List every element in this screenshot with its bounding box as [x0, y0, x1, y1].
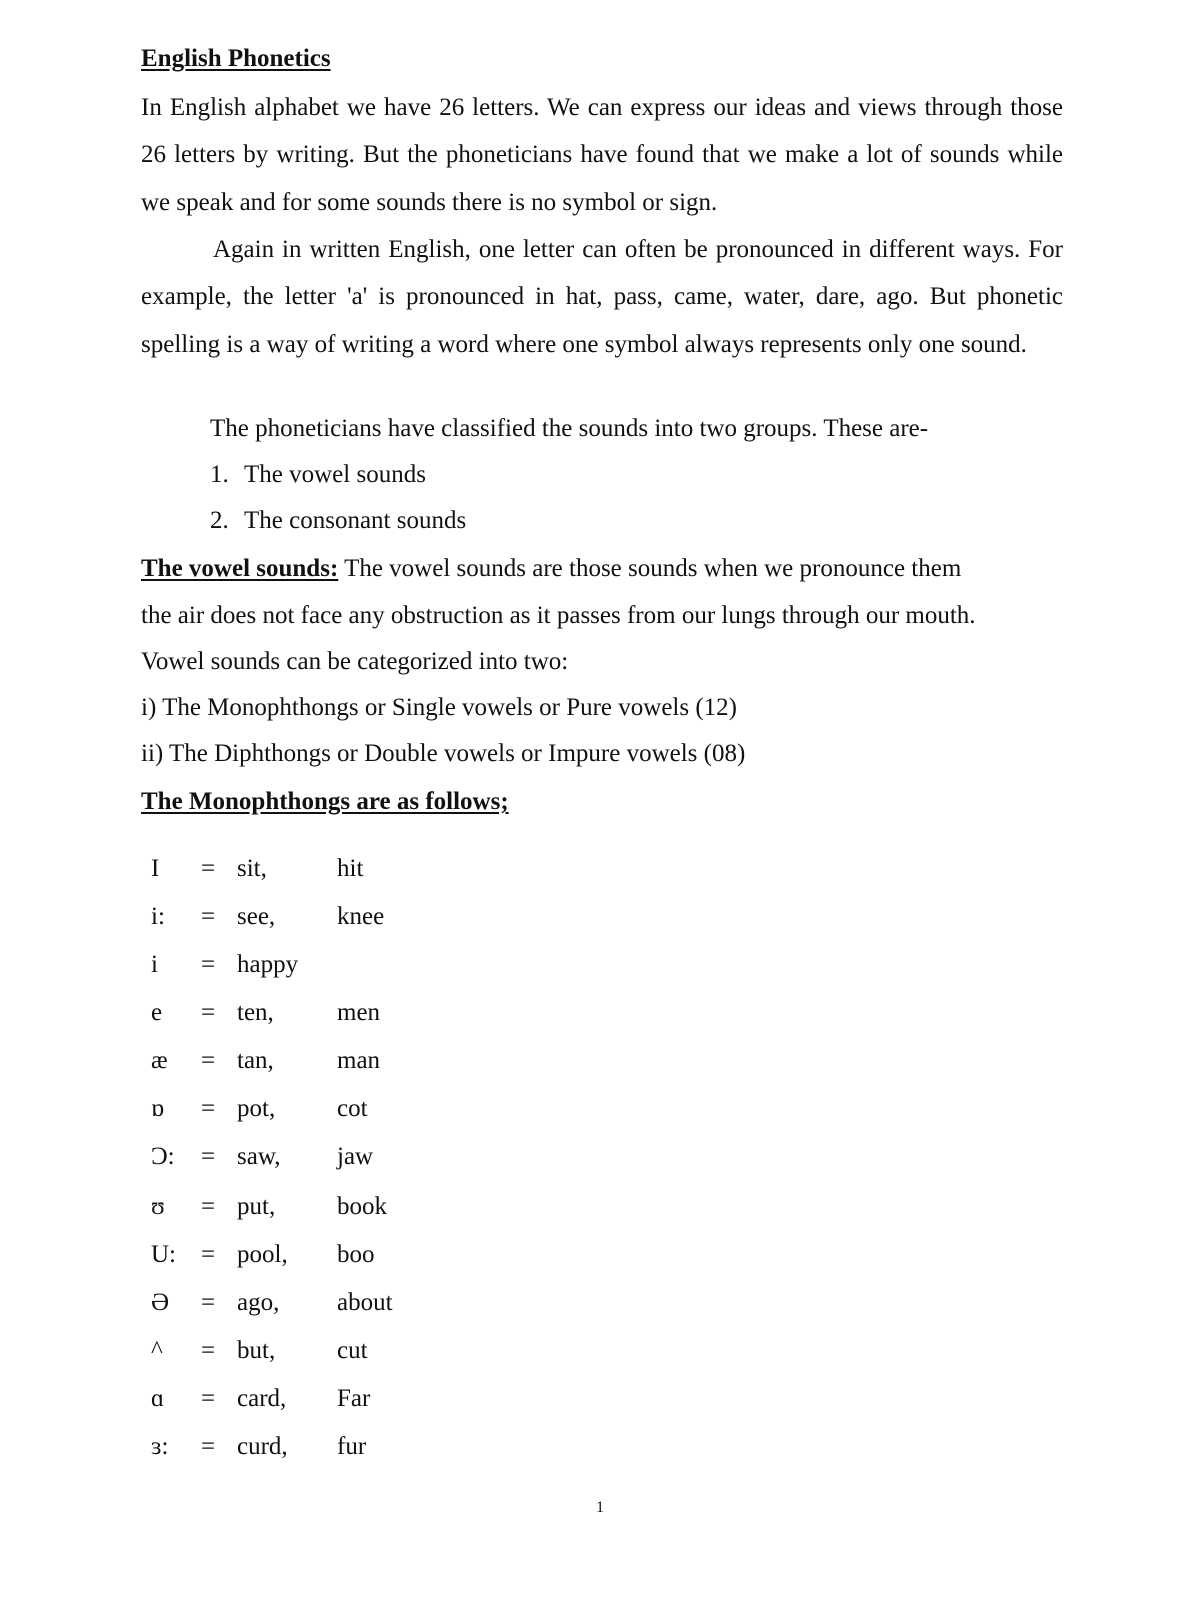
example-word: pot,: [237, 1095, 276, 1122]
list-item: [141, 852, 641, 900]
example-word: tan,: [237, 1047, 274, 1074]
vowel-definition-line-1: [141, 552, 961, 586]
equals-sign: =: [201, 855, 216, 882]
example-word: book: [337, 1193, 387, 1220]
list-item: [141, 1238, 641, 1286]
group-item-label: The consonant sounds: [244, 507, 467, 534]
phonetic-symbol: Ə: [151, 1289, 170, 1316]
phonetic-symbol: ^: [151, 1337, 163, 1364]
phonetic-symbol: æ: [151, 1047, 168, 1074]
monophthong-list: [141, 852, 641, 1478]
equals-sign: =: [201, 1193, 216, 1220]
equals-sign: =: [201, 1241, 216, 1268]
example-word: knee: [337, 903, 385, 930]
groups-intro: The phoneticians have classified the sounds into two groups. These are-: [210, 415, 929, 442]
equals-sign: =: [201, 1433, 216, 1460]
list-item: [141, 948, 641, 996]
example-word: but,: [237, 1337, 276, 1364]
example-word: put,: [237, 1193, 276, 1220]
group-item-number: 1.: [210, 461, 229, 488]
example-word: fur: [337, 1433, 367, 1460]
example-word: cot: [337, 1095, 368, 1122]
example-word: man: [337, 1047, 381, 1074]
list-item: [141, 1190, 641, 1238]
phonetic-symbol: I: [151, 855, 160, 882]
phonetic-symbol: U:: [151, 1241, 176, 1268]
example-word: ago,: [237, 1289, 280, 1316]
example-word: boo: [337, 1241, 375, 1268]
monophthongs-heading: The Monophthongs are as follows;: [141, 788, 509, 815]
list-item: [141, 1430, 641, 1478]
group-item-label: The vowel sounds: [244, 461, 426, 488]
group-item-consonant: [210, 504, 466, 538]
equals-sign: =: [201, 1289, 216, 1316]
phonetic-symbol: e: [151, 999, 163, 1026]
phonetic-symbol: i: [151, 951, 158, 978]
phonetic-symbol: ʊ: [151, 1193, 165, 1220]
example-word: happy: [237, 951, 299, 978]
example-word: ten,: [237, 999, 274, 1026]
category-diphthongs: ii) The Diphthongs or Double vowels or Impure vowels (08): [141, 740, 746, 767]
equals-sign: =: [201, 1143, 216, 1170]
example-word: pool,: [237, 1241, 288, 1268]
example-word: jaw: [337, 1143, 374, 1170]
page-title: English Phonetics: [141, 45, 331, 72]
list-item: [141, 1140, 641, 1190]
vowel-definition-text: The vowel sounds are those sounds when we pronounce them: [338, 555, 962, 582]
list-item: [141, 1044, 641, 1092]
group-item-vowel: [210, 458, 426, 492]
list-item: [141, 1286, 641, 1334]
example-word: see,: [237, 903, 276, 930]
example-word: hit: [337, 855, 364, 882]
equals-sign: =: [201, 951, 216, 978]
intro-paragraph: In English alphabet we have 26 letters. We can express our ideas and views through those 26 letters by writing. But the phoneticians have found that we make a lot of sounds while we speak and for some sounds there is no symbol or sign.: [141, 94, 1063, 216]
letter-sound-paragraph: Again in written English, one letter can often be pronounced in different ways. For example, the letter 'a' is pronounced in hat, pass, came, water, dare, ago. But phonetic spelling is a way of writing a word where one symbol always represents only one sound.: [141, 236, 1063, 358]
vowel-definition-line-2: the air does not face any obstruction as it passes from our lungs through our mouth.: [141, 602, 976, 629]
example-word: Far: [337, 1385, 371, 1412]
group-item-number: 2.: [210, 507, 229, 534]
list-item: [141, 996, 641, 1044]
category-monophthongs: i) The Monophthongs or Single vowels or Pure vowels (12): [141, 694, 738, 721]
equals-sign: =: [201, 1047, 216, 1074]
equals-sign: =: [201, 1337, 216, 1364]
example-word: sit,: [237, 855, 267, 882]
equals-sign: =: [201, 1385, 216, 1412]
list-item: [141, 1092, 641, 1140]
list-item: [141, 900, 641, 948]
vowel-definition-line-3: Vowel sounds can be categorized into two:: [141, 648, 569, 675]
phonetic-symbol: Ɔ:: [151, 1143, 175, 1170]
vowel-sounds-heading: The vowel sounds:: [141, 555, 339, 582]
example-word: cut: [337, 1337, 368, 1364]
phonetic-symbol: ɑ: [151, 1385, 165, 1412]
equals-sign: =: [201, 903, 216, 930]
equals-sign: =: [201, 999, 216, 1026]
list-item: [141, 1382, 641, 1430]
phonetic-symbol: i:: [151, 903, 165, 930]
example-word: curd,: [237, 1433, 288, 1460]
example-word: about: [337, 1289, 393, 1316]
equals-sign: =: [201, 1095, 216, 1122]
example-word: saw,: [237, 1143, 281, 1170]
example-word: men: [337, 999, 381, 1026]
phonetic-symbol: ɜ:: [151, 1433, 169, 1460]
list-item: [141, 1334, 641, 1382]
example-word: card,: [237, 1385, 287, 1412]
phonetic-symbol: ɒ: [151, 1095, 165, 1122]
page-number: 1: [596, 1499, 604, 1516]
